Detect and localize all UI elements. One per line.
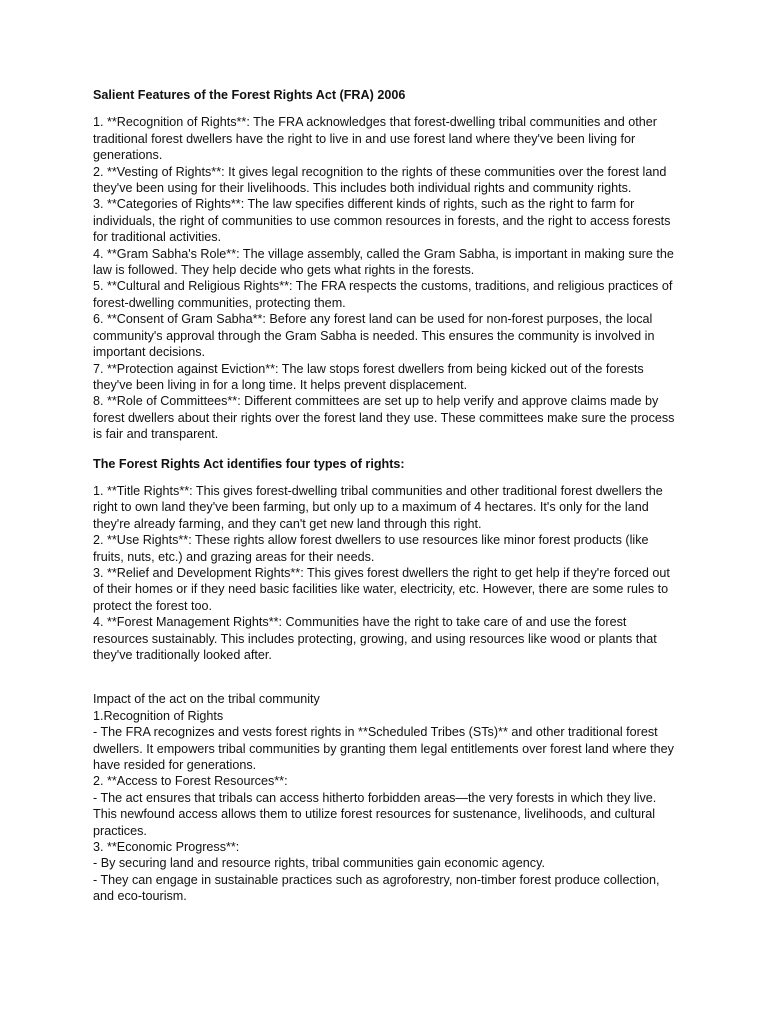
spacer	[93, 103, 681, 114]
impact-line-3: 2. **Access to Forest Resources**:	[93, 774, 288, 789]
impact-line-5: 3. **Economic Progress**:	[93, 840, 240, 855]
feature-item-6: 6. **Consent of Gram Sabha**: Before any forest land can be used for non-forest purposes, the local community's approval through the Gram Sabha is needed. This ensures the community is involved in important decisions.	[93, 312, 655, 360]
feature-item-3: 3. **Categories of Rights**: The law specifies different kinds of rights, such as the right to farm for individuals, the right of communities to use common resources in forests, and the right to access forests for traditional activities.	[93, 197, 671, 245]
feature-item-8: 8. **Role of Committees**: Different committees are set up to help verify and approve claims made by forest dwellers about their rights over the forest land they use. These committees make sure the process is fair and transparent.	[93, 394, 675, 442]
section-3-title: Impact of the act on the tribal community	[93, 692, 320, 707]
feature-item-1: 1. **Recognition of Rights**: The FRA acknowledges that forest-dwelling tribal communities and other traditional forest dwellers have the right to live in and use forest land where they've been living for generations.	[93, 115, 657, 163]
rights-type-item-2: 2. **Use Rights**: These rights allow forest dwellers to use resources like minor forest products (like fruits, nuts, etc.) and grazing areas for their needs.	[93, 533, 649, 564]
feature-item-2: 2. **Vesting of Rights**: It gives legal recognition to the rights of these communities over the forest land they've been using for their livelihoods. This includes both individual rights and community rights.	[93, 164, 667, 196]
section-2-title: The Forest Rights Act identifies four types of rights:	[93, 456, 405, 471]
impact-line-4: - The act ensures that tribals can access hitherto forbidden areas—the very forests in which they live. This newfound access allows them to utilize forest resources for sustenance, livelihoods, and cultural practices.	[93, 790, 657, 838]
spacer	[93, 663, 681, 691]
impact-line-6: - By securing land and resource rights, tribal communities gain economic agency.	[93, 856, 545, 871]
spacer	[93, 472, 681, 483]
feature-item-5: 5. **Cultural and Religious Rights**: The FRA respects the customs, traditions, and religious practices of forest-dwelling communities, protecting them.	[93, 279, 673, 310]
document-page	[93, 87, 681, 905]
impact-line-2: - The FRA recognizes and vests forest rights in **Scheduled Tribes (STs)** and other traditional forest dwellers. It empowers tribal communities by granting them legal entitlements over forest land where they have resided for generations.	[93, 725, 674, 773]
rights-type-item-3: 3. **Relief and Development Rights**: This gives forest dwellers the right to get help if they're forced out of their homes or if they need basic facilities like water, electricity, etc. However, there are some rules to protect the forest too.	[93, 565, 670, 613]
spacer	[93, 443, 681, 456]
section-1-title: Salient Features of the Forest Rights Act (FRA) 2006	[93, 88, 406, 102]
impact-line-7: - They can engage in sustainable practices such as agroforestry, non-timber forest produce collection, and eco-tourism.	[93, 872, 660, 904]
rights-type-item-4: 4. **Forest Management Rights**: Communities have the right to take care of and use the forest resources sustainably. This includes protecting, growing, and using resources like wood or plants that they've traditionally looked after.	[93, 615, 657, 662]
impact-line-1: 1.Recognition of Rights	[93, 708, 224, 723]
feature-item-4: 4. **Gram Sabha's Role**: The village assembly, called the Gram Sabha, is important in making sure the law is followed. They help decide who gets what rights in the forests.	[93, 246, 674, 278]
feature-item-7: 7. **Protection against Eviction**: The law stops forest dwellers from being kicked out of the forests they've been living in for a long time. It helps prevent displacement.	[93, 361, 644, 392]
rights-type-item-1: 1. **Title Rights**: This gives forest-dwelling tribal communities and other traditional forest dwellers the right to own land they've been farming, but only up to a maximum of 4 hectares. It's only for the land they're already farming, and they can't get new land through this right.	[93, 483, 663, 531]
